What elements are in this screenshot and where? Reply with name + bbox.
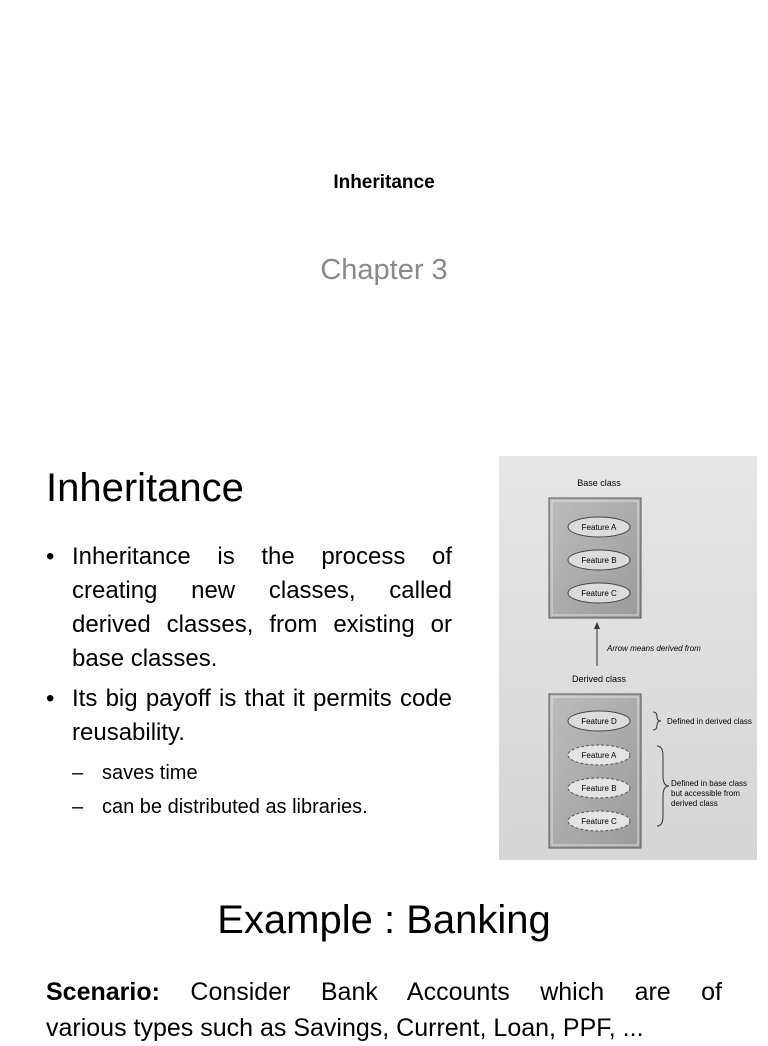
- defined-in-base-line-2: but accessible from: [671, 789, 740, 798]
- defined-in-base-line-3: derived class: [671, 799, 718, 808]
- derived-feature-b-label: Feature B: [581, 784, 617, 793]
- derived-feature-a-label: Feature A: [581, 751, 617, 760]
- base-feature-c-label: Feature C: [581, 589, 617, 598]
- sub-bullet-marker: –: [72, 796, 84, 818]
- bullet-list: [46, 540, 452, 824]
- scenario-text: Consider Bank Accounts which are of: [190, 978, 722, 1006]
- base-feature-a-label: Feature A: [581, 523, 617, 532]
- sub-bullet-item: [46, 790, 452, 824]
- inheritance-diagram: [499, 456, 757, 860]
- sub-bullet-item: [46, 756, 452, 790]
- derived-brace: [653, 712, 661, 730]
- base-brace: [657, 746, 669, 826]
- derived-feature-d-label: Feature D: [581, 717, 617, 726]
- title-slide-subtitle: Chapter 3: [320, 254, 448, 286]
- defined-in-derived-label: Defined in derived class: [667, 717, 752, 726]
- scenario-paragraph: [46, 974, 722, 1010]
- bullet-marker: •: [46, 543, 55, 570]
- slide-heading: Inheritance: [46, 466, 244, 510]
- bullet-marker: •: [46, 685, 55, 712]
- arrow-head: [594, 622, 600, 629]
- sub-bullet-text: can be distributed as libraries.: [102, 796, 368, 818]
- bullet-item: [46, 682, 452, 750]
- bullet-text: Its big payoff is that it permits code reusability.: [72, 685, 452, 746]
- arrow-label: Arrow means derived from: [607, 644, 701, 653]
- scenario-continuation: various types such as Savings, Current, Loan, PPF, ...: [46, 1014, 644, 1042]
- bullet-text: Inheritance is the process of creating new classes, called derived classes, from existing or base classes.: [72, 543, 452, 672]
- derived-class-label: Derived class: [571, 674, 627, 684]
- derived-feature-c-label: Feature C: [581, 817, 617, 826]
- sub-bullet-marker: –: [72, 762, 84, 784]
- example-heading: Example : Banking: [217, 898, 551, 942]
- sub-bullet-text: saves time: [102, 762, 198, 784]
- base-class-label: Base class: [577, 478, 621, 488]
- bullet-item: [46, 540, 452, 676]
- defined-in-base-line-1: Defined in base class: [671, 779, 748, 788]
- title-slide-title: Inheritance: [333, 172, 435, 193]
- scenario-label: Scenario:: [46, 978, 160, 1006]
- base-feature-b-label: Feature B: [581, 556, 617, 565]
